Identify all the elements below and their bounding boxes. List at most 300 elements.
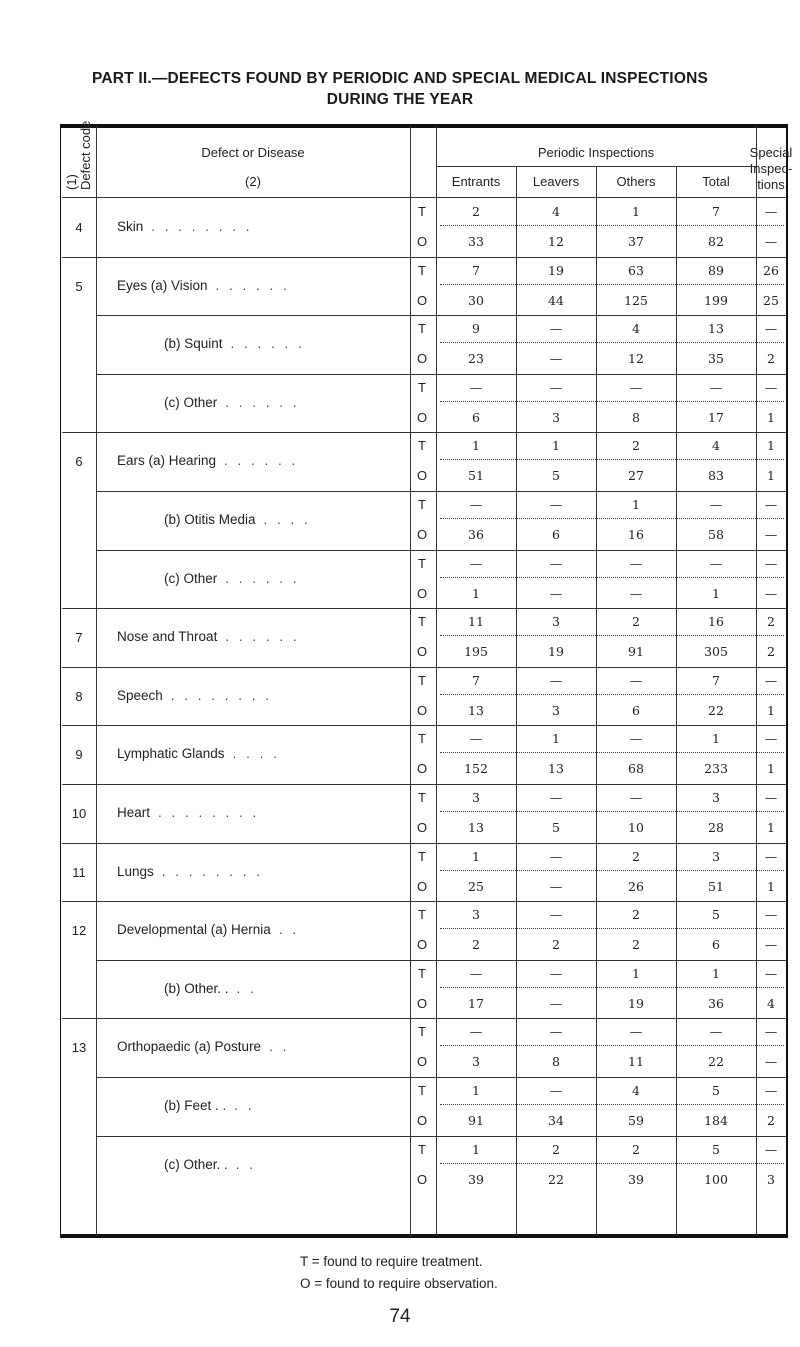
observation-count: 22 bbox=[708, 703, 724, 718]
defect-label bbox=[117, 453, 298, 468]
defect-label bbox=[164, 571, 300, 586]
treatment-count: — bbox=[764, 731, 778, 746]
defect-label-text: Eyes (a) Vision bbox=[117, 278, 208, 293]
defect-label bbox=[164, 1157, 256, 1172]
defect-label bbox=[117, 219, 253, 234]
defect-label-text: (c) Other. . bbox=[164, 1157, 228, 1172]
observation-count: 12 bbox=[548, 234, 564, 249]
special-header-2: Inspec- bbox=[749, 161, 793, 176]
treatment-count: — bbox=[549, 673, 563, 688]
observation-count: 11 bbox=[628, 1054, 644, 1069]
treatment-count: — bbox=[549, 790, 563, 805]
treatment-count: — bbox=[469, 380, 483, 395]
observation-count: 25 bbox=[763, 293, 779, 308]
defect-label bbox=[117, 1039, 289, 1054]
row-divider bbox=[62, 784, 786, 785]
defect-label-text: (b) Feet . . bbox=[164, 1098, 227, 1113]
page-title: PART II.—DEFECTS FOUND BY PERIODIC AND SPECIAL MEDICAL INSPECTIONS bbox=[91, 70, 709, 87]
observation-count: 59 bbox=[628, 1113, 644, 1128]
observation-count: 305 bbox=[704, 644, 728, 659]
observation-count: 16 bbox=[628, 527, 644, 542]
leavers-header: Leavers bbox=[532, 174, 580, 189]
leader-dots: . . . . . . bbox=[224, 453, 299, 468]
defect-label-text: (c) Other bbox=[164, 571, 218, 586]
treatment-count: 1 bbox=[632, 497, 640, 512]
observation-count: — bbox=[764, 1054, 778, 1069]
observation-letter: O bbox=[416, 468, 428, 483]
treatment-count: 16 bbox=[708, 614, 724, 629]
treatment-letter: T bbox=[418, 673, 426, 688]
observation-count: 3 bbox=[552, 703, 560, 718]
others-header: Others bbox=[616, 174, 656, 189]
observation-count: 27 bbox=[628, 468, 644, 483]
treatment-count: — bbox=[764, 204, 778, 219]
observation-count: 6 bbox=[472, 410, 480, 425]
column-divider bbox=[96, 126, 97, 1236]
defect-label-text: (b) Squint bbox=[164, 336, 223, 351]
observation-letter: O bbox=[416, 293, 428, 308]
treatment-count: 2 bbox=[632, 438, 640, 453]
leader-dots: . . . . . . . . bbox=[161, 864, 264, 879]
treatment-letter: T bbox=[418, 1024, 426, 1039]
page-number: 74 bbox=[389, 1306, 411, 1327]
treatment-count: — bbox=[764, 790, 778, 805]
observation-count: 1 bbox=[767, 761, 775, 776]
treatment-count: 4 bbox=[552, 204, 560, 219]
treatment-count: — bbox=[709, 380, 723, 395]
treatment-count: 2 bbox=[632, 907, 640, 922]
observation-count: 23 bbox=[468, 351, 484, 366]
observation-count: 6 bbox=[552, 527, 560, 542]
treatment-count: 3 bbox=[712, 849, 720, 864]
row-divider bbox=[96, 374, 786, 375]
treatment-count: 3 bbox=[472, 907, 480, 922]
treatment-count: 1 bbox=[472, 1142, 480, 1157]
observation-letter: O bbox=[416, 1172, 428, 1187]
observation-count: 6 bbox=[712, 937, 720, 952]
treatment-count: — bbox=[709, 497, 723, 512]
observation-count: 184 bbox=[704, 1113, 728, 1128]
leader-dots: . . . . . . . . bbox=[158, 805, 260, 820]
observation-letter: O bbox=[416, 351, 428, 366]
observation-count: 39 bbox=[468, 1172, 484, 1187]
periodic-divider bbox=[436, 166, 756, 167]
treatment-count: — bbox=[764, 321, 778, 336]
treatment-count: — bbox=[629, 673, 643, 688]
observation-count: 3 bbox=[552, 410, 560, 425]
leader-dots: . . . . . . bbox=[225, 629, 300, 644]
treatment-count: — bbox=[549, 1083, 563, 1098]
leader-dots: . . . . . . bbox=[215, 278, 290, 293]
dotted-separator bbox=[440, 225, 784, 226]
observation-count: 233 bbox=[704, 761, 728, 776]
observation-count: 2 bbox=[767, 351, 775, 366]
leader-dots: . . . . . . bbox=[225, 571, 300, 586]
observation-count: 2 bbox=[767, 644, 775, 659]
observation-letter: O bbox=[416, 996, 428, 1011]
treatment-count: — bbox=[549, 1024, 563, 1039]
defect-code: 13 bbox=[71, 1040, 87, 1055]
treatment-count: 2 bbox=[472, 204, 480, 219]
observation-count: 91 bbox=[628, 644, 644, 659]
row-divider bbox=[96, 491, 786, 492]
observation-count: 51 bbox=[708, 879, 724, 894]
treatment-count: 4 bbox=[712, 438, 720, 453]
observation-count: 37 bbox=[628, 234, 644, 249]
leader-dots: . . . . . . . . bbox=[170, 688, 273, 703]
leader-dots: . . . . . . . . bbox=[151, 219, 253, 234]
observation-count: 91 bbox=[468, 1113, 484, 1128]
treatment-count: — bbox=[549, 556, 563, 571]
dotted-separator bbox=[440, 694, 784, 695]
defect-code: 9 bbox=[75, 747, 83, 762]
treatment-letter: T bbox=[418, 614, 426, 629]
total-header: Total bbox=[702, 174, 730, 189]
treatment-count: 5 bbox=[712, 1142, 720, 1157]
treatment-count: 1 bbox=[632, 204, 640, 219]
observation-count: 68 bbox=[628, 761, 644, 776]
row-divider bbox=[62, 667, 786, 668]
observation-count: 199 bbox=[704, 293, 728, 308]
defect-disease-num: (2) bbox=[245, 174, 261, 189]
treatment-count: — bbox=[549, 497, 563, 512]
observation-count: 83 bbox=[708, 468, 724, 483]
treatment-count: 7 bbox=[712, 673, 720, 688]
observation-count: 51 bbox=[468, 468, 484, 483]
observation-count: 25 bbox=[468, 879, 484, 894]
observation-count: — bbox=[549, 996, 563, 1011]
observation-count: 36 bbox=[708, 996, 724, 1011]
defect-label bbox=[117, 629, 300, 644]
treatment-count: 7 bbox=[472, 263, 480, 278]
treatment-count: — bbox=[709, 556, 723, 571]
observation-count: 100 bbox=[704, 1172, 728, 1187]
leader-dots: . . bbox=[234, 1098, 255, 1113]
defect-disease-header: Defect or Disease bbox=[201, 145, 305, 160]
treatment-count: 3 bbox=[472, 790, 480, 805]
dotted-separator bbox=[440, 1045, 784, 1046]
observation-count: 13 bbox=[468, 820, 484, 835]
dotted-separator bbox=[440, 577, 784, 578]
treatment-count: — bbox=[629, 731, 643, 746]
observation-count: 44 bbox=[548, 293, 564, 308]
leader-dots: . . . . . . bbox=[230, 336, 305, 351]
treatment-count: — bbox=[629, 380, 643, 395]
leader-dots: . . . . bbox=[263, 512, 311, 527]
treatment-count: — bbox=[549, 907, 563, 922]
treatment-count: 1 bbox=[552, 438, 560, 453]
treatment-count: 5 bbox=[712, 907, 720, 922]
periodic-inspections-header: Periodic Inspections bbox=[537, 145, 655, 160]
dotted-separator bbox=[440, 870, 784, 871]
dotted-separator bbox=[440, 1104, 784, 1105]
treatment-count: 9 bbox=[472, 321, 480, 336]
defect-label-text: Ears (a) Hearing bbox=[117, 453, 217, 468]
observation-count: 2 bbox=[472, 937, 480, 952]
row-divider bbox=[62, 432, 786, 433]
observation-count: 2 bbox=[767, 1113, 775, 1128]
treatment-count: 7 bbox=[712, 204, 720, 219]
observation-count: 30 bbox=[468, 293, 484, 308]
observation-count: 34 bbox=[548, 1113, 564, 1128]
defect-code: 5 bbox=[75, 279, 83, 294]
entrants-header: Entrants bbox=[451, 174, 501, 189]
observation-count: 58 bbox=[708, 527, 724, 542]
observation-letter: O bbox=[416, 234, 428, 249]
treatment-count: 4 bbox=[632, 1083, 640, 1098]
leader-dots: . . . . bbox=[232, 746, 280, 761]
row-divider bbox=[62, 608, 786, 609]
treatment-count: 1 bbox=[472, 438, 480, 453]
treatment-count: 63 bbox=[628, 263, 644, 278]
observation-count: 6 bbox=[632, 703, 640, 718]
observation-count: — bbox=[764, 234, 778, 249]
defect-label-text: (b) Otitis Media bbox=[164, 512, 256, 527]
treatment-count: 7 bbox=[472, 673, 480, 688]
treatment-letter: T bbox=[418, 380, 426, 395]
observation-count: 2 bbox=[632, 937, 640, 952]
treatment-letter: T bbox=[418, 907, 426, 922]
observation-count: 22 bbox=[708, 1054, 724, 1069]
observation-letter: O bbox=[416, 1054, 428, 1069]
observation-count: 36 bbox=[468, 527, 484, 542]
treatment-count: — bbox=[469, 556, 483, 571]
defect-code: 6 bbox=[75, 454, 83, 469]
observation-count: 17 bbox=[468, 996, 484, 1011]
treatment-count: 2 bbox=[552, 1142, 560, 1157]
treatment-count: — bbox=[549, 321, 563, 336]
treatment-count: 3 bbox=[712, 790, 720, 805]
defect-label-text: Lungs bbox=[117, 864, 154, 879]
defect-label bbox=[117, 864, 263, 879]
defect-code: 4 bbox=[75, 220, 83, 235]
observation-letter: O bbox=[416, 879, 428, 894]
treatment-count: 11 bbox=[468, 614, 484, 629]
treatment-letter: T bbox=[418, 497, 426, 512]
row-divider bbox=[62, 1018, 786, 1019]
legend-treatment: T = found to require treatment. bbox=[300, 1254, 483, 1269]
observation-count: 35 bbox=[708, 351, 724, 366]
treatment-count: 26 bbox=[763, 263, 779, 278]
observation-count: 8 bbox=[632, 410, 640, 425]
observation-count: 1 bbox=[712, 586, 720, 601]
observation-count: 39 bbox=[628, 1172, 644, 1187]
treatment-count: — bbox=[764, 380, 778, 395]
defect-code: 8 bbox=[75, 689, 83, 704]
observation-letter: O bbox=[416, 820, 428, 835]
treatment-count: 5 bbox=[712, 1083, 720, 1098]
defect-code: 7 bbox=[75, 630, 83, 645]
treatment-letter: T bbox=[418, 790, 426, 805]
treatment-count: 2 bbox=[767, 614, 775, 629]
treatment-count: 19 bbox=[548, 263, 564, 278]
observation-letter: O bbox=[416, 703, 428, 718]
special-header-3: tions bbox=[757, 177, 785, 192]
defect-label bbox=[117, 746, 280, 761]
observation-count: 12 bbox=[628, 351, 644, 366]
observation-count: 5 bbox=[552, 468, 560, 483]
treatment-count: 13 bbox=[708, 321, 724, 336]
treatment-count: 1 bbox=[767, 438, 775, 453]
observation-count: 2 bbox=[552, 937, 560, 952]
observation-count: 19 bbox=[628, 996, 644, 1011]
treatment-count: — bbox=[629, 1024, 643, 1039]
observation-count: 26 bbox=[628, 879, 644, 894]
defect-label-text: Orthopaedic (a) Posture bbox=[117, 1039, 262, 1054]
treatment-count: — bbox=[764, 966, 778, 981]
defect-code: 10 bbox=[71, 806, 87, 821]
defect-label bbox=[117, 278, 290, 293]
treatment-count: — bbox=[764, 907, 778, 922]
observation-count: 1 bbox=[767, 410, 775, 425]
observation-count: 5 bbox=[552, 820, 560, 835]
treatment-count: — bbox=[709, 1024, 723, 1039]
row-divider bbox=[62, 843, 786, 844]
defect-label-text: Heart bbox=[117, 805, 151, 820]
treatment-count: — bbox=[629, 556, 643, 571]
defect-label-text: Speech bbox=[117, 688, 163, 703]
defect-code-header: (1) Defect code bbox=[64, 120, 93, 190]
defect-label bbox=[164, 1098, 255, 1113]
observation-count: — bbox=[549, 879, 563, 894]
treatment-count: — bbox=[764, 497, 778, 512]
treatment-letter: T bbox=[418, 556, 426, 571]
defect-label bbox=[117, 688, 272, 703]
treatment-count: — bbox=[764, 1083, 778, 1098]
defect-label bbox=[164, 512, 311, 527]
defect-label-text: Nose and Throat bbox=[117, 629, 218, 644]
treatment-count: 1 bbox=[472, 849, 480, 864]
dotted-separator bbox=[440, 752, 784, 753]
treatment-count: 89 bbox=[708, 263, 724, 278]
treatment-letter: T bbox=[418, 204, 426, 219]
legend-observation: O = found to require observation. bbox=[300, 1276, 498, 1291]
observation-letter: O bbox=[416, 937, 428, 952]
observation-letter: O bbox=[416, 586, 428, 601]
treatment-count: — bbox=[764, 673, 778, 688]
treatment-letter: T bbox=[418, 966, 426, 981]
observation-count: — bbox=[764, 586, 778, 601]
observation-count: 3 bbox=[472, 1054, 480, 1069]
dotted-separator bbox=[440, 518, 784, 519]
treatment-count: — bbox=[469, 497, 483, 512]
observation-count: — bbox=[549, 351, 563, 366]
row-divider bbox=[96, 1136, 786, 1137]
treatment-count: — bbox=[549, 380, 563, 395]
header-divider bbox=[62, 197, 786, 198]
observation-count: 82 bbox=[708, 234, 724, 249]
leader-dots: . . bbox=[269, 1039, 290, 1054]
treatment-count: 1 bbox=[552, 731, 560, 746]
treatment-count: — bbox=[549, 966, 563, 981]
row-divider bbox=[62, 725, 786, 726]
dotted-separator bbox=[440, 987, 784, 988]
dotted-separator bbox=[440, 342, 784, 343]
observation-count: 195 bbox=[464, 644, 488, 659]
observation-count: 152 bbox=[464, 761, 488, 776]
observation-count: 13 bbox=[548, 761, 564, 776]
defect-label-text: (c) Other bbox=[164, 395, 218, 410]
treatment-count: 4 bbox=[632, 321, 640, 336]
treatment-letter: T bbox=[418, 1142, 426, 1157]
observation-count: 33 bbox=[468, 234, 484, 249]
treatment-count: 2 bbox=[632, 1142, 640, 1157]
treatment-count: — bbox=[764, 849, 778, 864]
treatment-count: — bbox=[469, 1024, 483, 1039]
leader-dots: . . bbox=[235, 1157, 257, 1172]
dotted-separator bbox=[440, 928, 784, 929]
treatment-count: — bbox=[764, 1142, 778, 1157]
observation-count: 17 bbox=[708, 410, 724, 425]
observation-count: 1 bbox=[767, 879, 775, 894]
defect-label bbox=[117, 805, 259, 820]
observation-count: — bbox=[764, 527, 778, 542]
defect-code: 11 bbox=[72, 865, 86, 880]
treatment-count: 2 bbox=[632, 614, 640, 629]
treatment-count: — bbox=[764, 556, 778, 571]
defect-label bbox=[117, 922, 299, 937]
observation-count: 13 bbox=[468, 703, 484, 718]
row-divider bbox=[96, 1077, 786, 1078]
observation-count: 19 bbox=[548, 644, 564, 659]
observation-count: 1 bbox=[767, 468, 775, 483]
observation-count: 1 bbox=[472, 586, 480, 601]
observation-letter: O bbox=[416, 761, 428, 776]
row-divider bbox=[96, 960, 786, 961]
treatment-letter: T bbox=[418, 263, 426, 278]
treatment-letter: T bbox=[418, 321, 426, 336]
dotted-separator bbox=[440, 635, 784, 636]
dotted-separator bbox=[440, 1163, 784, 1164]
observation-count: 1 bbox=[767, 820, 775, 835]
special-header-1: Special bbox=[749, 145, 793, 160]
treatment-count: — bbox=[469, 966, 483, 981]
treatment-letter: T bbox=[418, 849, 426, 864]
page-subtitle: DURING THE YEAR bbox=[326, 91, 474, 108]
treatment-letter: T bbox=[418, 731, 426, 746]
treatment-count: — bbox=[629, 790, 643, 805]
defect-label bbox=[164, 981, 257, 996]
defect-label bbox=[164, 395, 300, 410]
observation-letter: O bbox=[416, 410, 428, 425]
row-divider bbox=[96, 315, 786, 316]
leader-dots: . . . . . . bbox=[225, 395, 300, 410]
defect-label-text: Lymphatic Glands bbox=[117, 746, 225, 761]
observation-letter: O bbox=[416, 644, 428, 659]
row-divider bbox=[62, 901, 786, 902]
treatment-letter: T bbox=[418, 438, 426, 453]
treatment-count: 1 bbox=[472, 1083, 480, 1098]
observation-count: 1 bbox=[767, 703, 775, 718]
leader-dots: . . bbox=[236, 981, 257, 996]
treatment-letter: T bbox=[418, 1083, 426, 1098]
observation-count: — bbox=[764, 937, 778, 952]
treatment-count: — bbox=[764, 1024, 778, 1039]
observation-count: 4 bbox=[767, 996, 775, 1011]
observation-count: 10 bbox=[628, 820, 644, 835]
observation-letter: O bbox=[416, 1113, 428, 1128]
observation-count: 22 bbox=[548, 1172, 564, 1187]
observation-count: 28 bbox=[708, 820, 724, 835]
defect-label-text: Developmental (a) Hernia bbox=[117, 922, 271, 937]
defect-label-text: (b) Other. . bbox=[164, 981, 229, 996]
observation-count: 3 bbox=[767, 1172, 775, 1187]
observation-count: — bbox=[549, 586, 563, 601]
treatment-count: — bbox=[549, 849, 563, 864]
observation-count: — bbox=[629, 586, 643, 601]
observation-count: 8 bbox=[552, 1054, 560, 1069]
defect-label bbox=[164, 336, 305, 351]
